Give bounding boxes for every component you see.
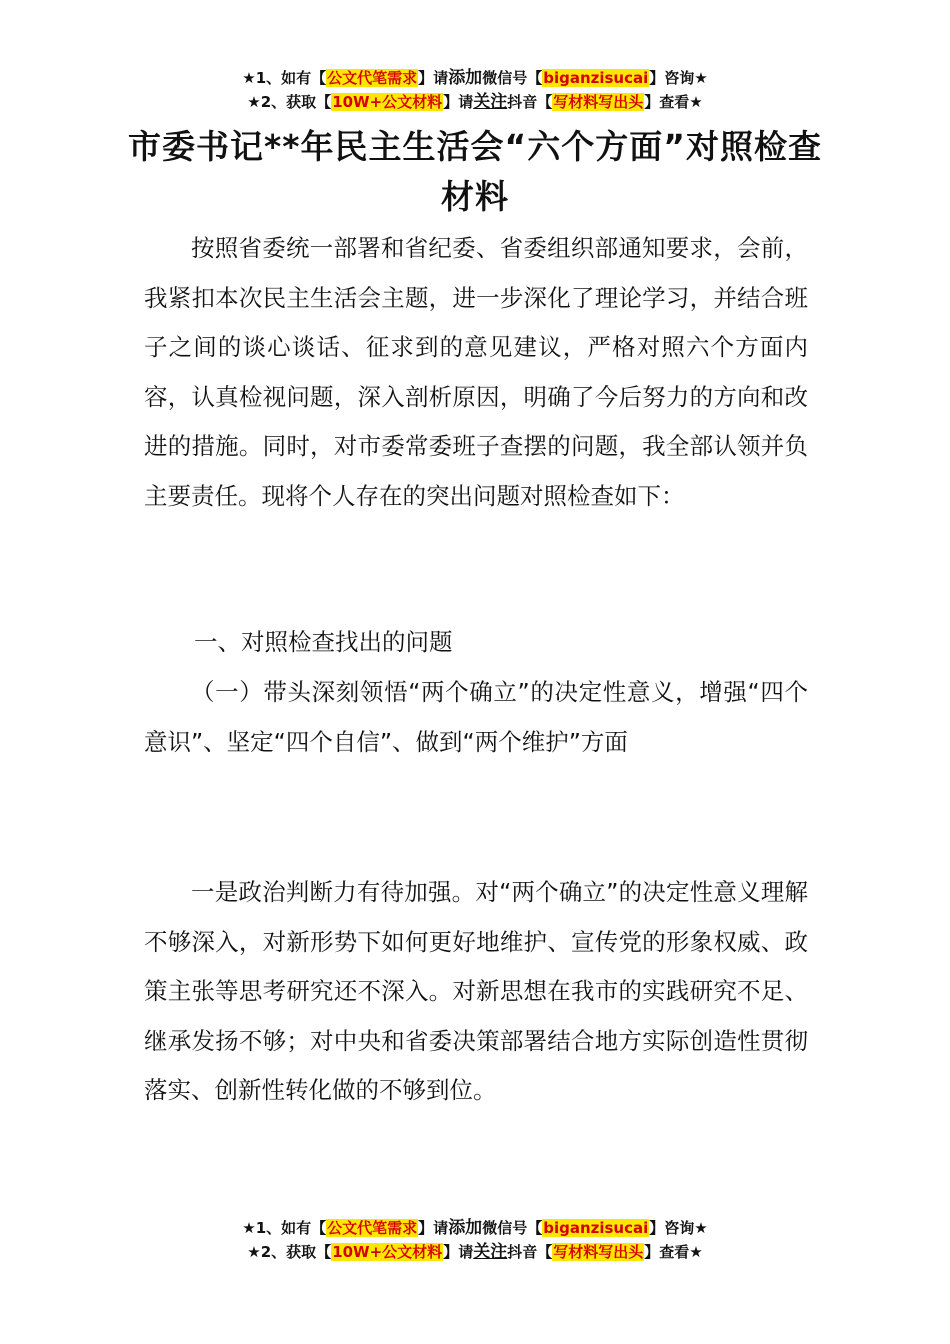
- banner-text: 抖音【: [507, 1243, 553, 1261]
- top-banner: [0, 66, 950, 114]
- banner-line-1: [0, 66, 950, 90]
- banner-text: 】请: [418, 69, 449, 87]
- banner-text: 】请: [443, 1243, 474, 1261]
- wechat-id-highlight: biganzisucai: [543, 69, 649, 87]
- intro-paragraph: 按照省委统一部署和省纪委、省委组织部通知要求，会前，我紧扣本次民主生活会主题，进一步深化了理论学习，并结合班子之间的谈心谈话、征求到的意见建议，严格对照六个方面内容，认真检视问题，深入剖析原因，明确了今后努力的方向和改进的措施。同时，对市委常委班子查摆的问题，我全部认领并负主要责任。现将个人存在的突出问题对照检查如下：: [144, 234, 808, 510]
- banner-text: 抖音【: [507, 93, 553, 111]
- section-heading: 一、对照检查找出的问题: [194, 628, 453, 656]
- document-title: 市委书记**年民主生活会“六个方面”对照检查材料: [128, 127, 822, 216]
- banner-text: 】查看★: [644, 93, 703, 111]
- douyin-account-highlight: 写材料写出头: [553, 93, 644, 111]
- banner-line-2: [0, 90, 950, 114]
- banner-text: ★1、如有【: [242, 69, 327, 87]
- banner-text: 】咨询★: [649, 69, 708, 87]
- banner-text: 】咨询★: [649, 1219, 708, 1237]
- banner-highlight: 公文代笔需求: [327, 69, 418, 87]
- banner-text: 微信号【: [482, 1219, 543, 1237]
- banner-text: 】查看★: [644, 1243, 703, 1261]
- body-paragraph: 一是政治判断力有待加强。对“两个确立”的决定性意义理解不够深入，对新形势下如何更好地维护、宣传党的形象权威、政策主张等思考研究还不深入。对新思想在我市的实践研究不足、继承发扬不够；对中央和省委决策部署结合地方实际创造性贯彻落实、创新性转化做的不够到位。: [144, 878, 808, 1104]
- subsection-heading: （一）带头深刻领悟“两个确立”的决定性意义，增强“四个意识”、坚定“四个自信”、做到“两个维护”方面: [144, 678, 808, 756]
- banner-text: ★2、获取【: [247, 1243, 332, 1261]
- banner-text: 微信号【: [482, 69, 543, 87]
- banner-text: ★2、获取【: [247, 93, 332, 111]
- banner-text: 】请: [443, 93, 474, 111]
- banner-line-1: [0, 1216, 950, 1240]
- wechat-id-highlight: biganzisucai: [543, 1219, 649, 1237]
- banner-emphasis: 添加: [448, 1218, 483, 1238]
- banner-text: ★1、如有【: [242, 1219, 327, 1237]
- banner-highlight: 公文代笔需求: [327, 1219, 418, 1237]
- banner-highlight: 10W+公文材料: [332, 93, 443, 111]
- banner-emphasis: 关注: [473, 1242, 508, 1262]
- banner-text: 】请: [418, 1219, 449, 1237]
- banner-line-2: [0, 1240, 950, 1264]
- banner-emphasis: 关注: [473, 92, 508, 112]
- bottom-banner: [0, 1216, 950, 1264]
- douyin-account-highlight: 写材料写出头: [553, 1243, 644, 1261]
- banner-highlight: 10W+公文材料: [332, 1243, 443, 1261]
- banner-emphasis: 添加: [448, 68, 483, 88]
